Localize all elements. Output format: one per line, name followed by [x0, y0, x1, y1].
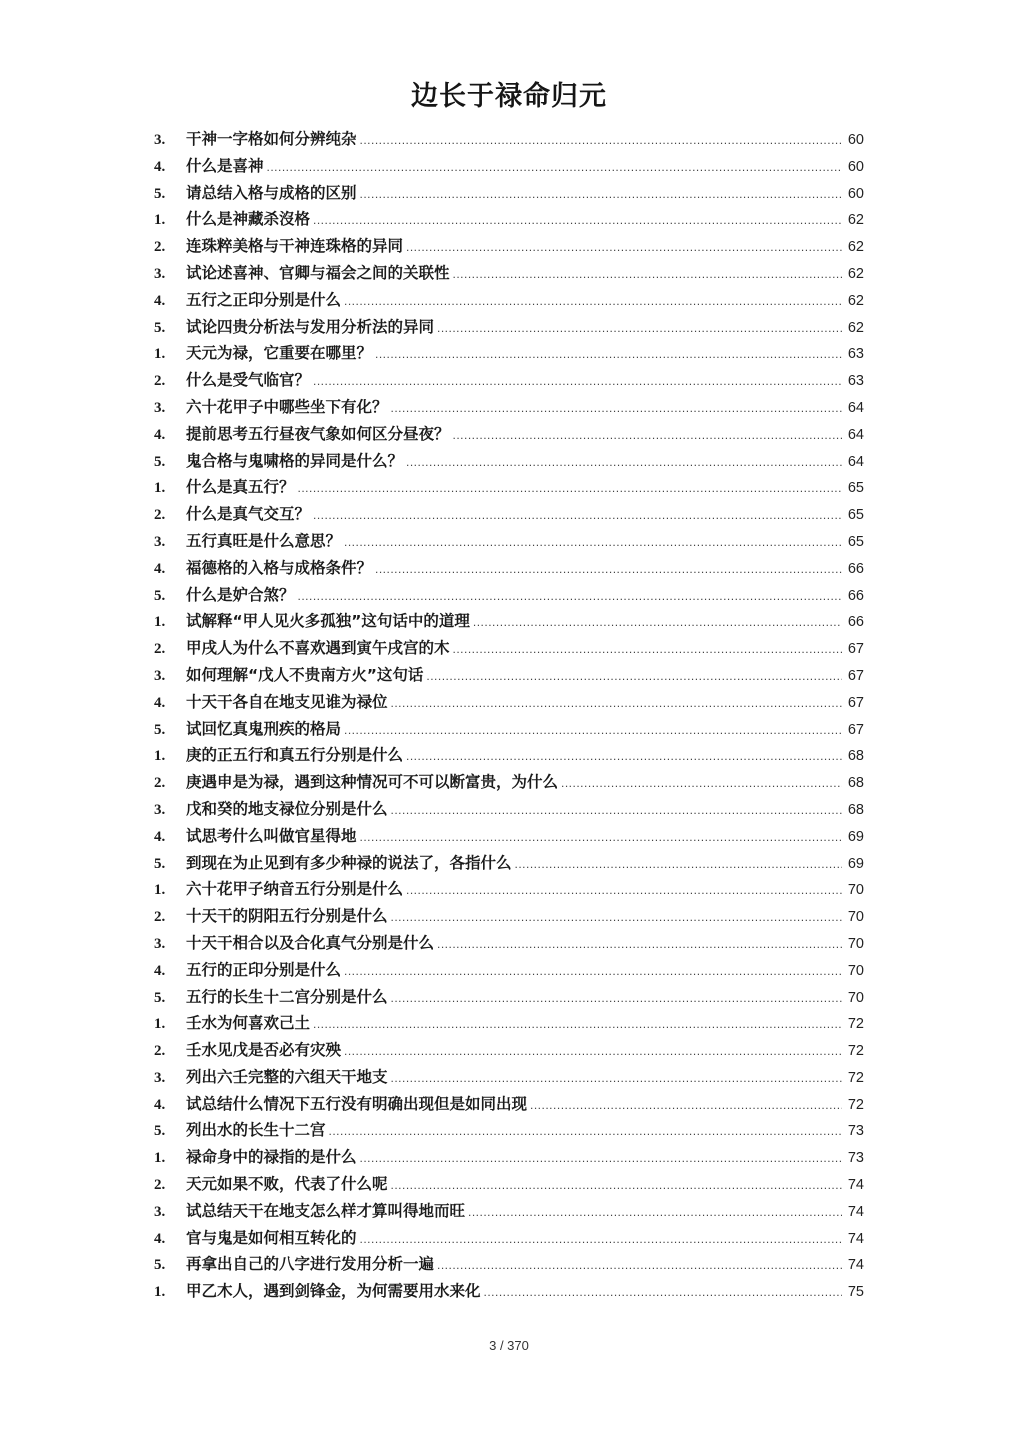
toc-entry-title: 试回忆真鬼刑疾的格局 [186, 719, 342, 738]
toc-dot-leader [391, 690, 842, 717]
toc-dot-leader [313, 1011, 842, 1038]
toc-entry-number: 4. [154, 962, 166, 979]
toc-dot-leader [561, 770, 842, 797]
toc-entry-page: 63 [847, 346, 864, 363]
toc-entry-number: 5. [154, 319, 166, 336]
toc-entry-number: 3. [154, 399, 166, 416]
toc-entry-title: 到现在为止见到有多少种禄的说法了，各指什么 [186, 853, 512, 872]
toc-entry-title: 五行的长生十二宫分别是什么 [186, 987, 388, 1006]
toc-entry-number: 4. [154, 1230, 166, 1247]
toc-entry-title: 五行真旺是什么意思？ [186, 531, 342, 550]
toc-entry-number: 2. [154, 1043, 166, 1060]
toc-entry[interactable] [154, 796, 864, 823]
toc-entry-title: 什么是受气临官？ [186, 371, 311, 390]
toc-entry[interactable] [154, 742, 864, 769]
toc-entry-number: 2. [154, 239, 166, 256]
toc-entry-page: 62 [847, 292, 864, 309]
toc-dot-leader [406, 743, 842, 770]
toc-entry-title: 如何理解“戊人不贵南方火”这句话 [186, 665, 424, 684]
toc-entry-title: 什么是神藏杀沒格 [186, 210, 311, 229]
toc-entry[interactable] [154, 474, 864, 501]
toc-entry-number: 4. [154, 1096, 166, 1113]
toc-entry-page: 70 [847, 882, 864, 899]
toc-entry[interactable] [154, 126, 864, 153]
toc-dot-leader [484, 1279, 842, 1306]
toc-entry-number: 4. [154, 158, 166, 175]
toc-entry-page: 74 [847, 1203, 864, 1220]
toc-entry-title: 试论述喜神、官卿与福会之间的关联性 [186, 263, 450, 282]
toc-dot-leader [391, 904, 842, 931]
toc-entry[interactable] [154, 1144, 864, 1171]
toc-entry-number: 3. [154, 801, 166, 818]
toc-dot-leader [406, 877, 842, 904]
toc-entry-page: 62 [847, 212, 864, 229]
toc-dot-leader [360, 181, 842, 208]
toc-entry-title: 试总结天干在地支怎么样才算叫得地而旺 [186, 1201, 466, 1220]
toc-entry-number: 1. [154, 1150, 166, 1167]
toc-entry-title: 试总结什么情况下五行没有明确出现但是如同出现 [186, 1094, 528, 1113]
toc-dot-leader [530, 1092, 842, 1119]
toc-entry-page: 72 [847, 1096, 864, 1113]
toc-entry-number: 3. [154, 1069, 166, 1086]
toc-dot-leader [360, 824, 842, 851]
toc-dot-leader [453, 636, 842, 663]
toc-entry-number: 4. [154, 694, 166, 711]
toc-entry-number: 1. [154, 614, 166, 631]
toc-entry-page: 74 [847, 1257, 864, 1274]
toc-entry-page: 73 [847, 1150, 864, 1167]
toc-entry-title: 试思考什么叫做官星得地 [186, 826, 357, 845]
toc-entry-title: 提前思考五行昼夜气象如何区分昼夜？ [186, 424, 450, 443]
toc-entry-page: 68 [847, 801, 864, 818]
toc-entry-page: 75 [847, 1284, 864, 1301]
toc-entry-number: 5. [154, 453, 166, 470]
toc-entry-page: 68 [847, 748, 864, 765]
toc-entry-number: 2. [154, 373, 166, 390]
toc-entry[interactable] [154, 689, 864, 716]
toc-entry-title: 天元如果不败，代表了什么呢 [186, 1175, 388, 1194]
toc-entry-page: 63 [847, 373, 864, 390]
toc-entry[interactable] [154, 957, 864, 984]
toc-entry-page: 67 [847, 694, 864, 711]
toc-dot-leader [267, 154, 842, 181]
toc-dot-leader [391, 395, 842, 422]
toc-dot-leader [344, 1038, 842, 1065]
toc-entry-page: 72 [847, 1043, 864, 1060]
toc-dot-leader [360, 127, 842, 154]
toc-entry[interactable] [154, 984, 864, 1011]
toc-entry-title: 列出六壬完整的六组天干地支 [186, 1067, 388, 1086]
toc-entry-number: 4. [154, 292, 166, 309]
toc-entry[interactable] [154, 823, 864, 850]
toc-entry-title: 戊和癸的地支禄位分别是什么 [186, 799, 388, 818]
toc-entry-page: 74 [847, 1230, 864, 1247]
toc-entry-number: 4. [154, 560, 166, 577]
toc-entry-title: 鬼合格与鬼啸格的异同是什么？ [186, 451, 404, 470]
toc-entry-number: 2. [154, 1177, 166, 1194]
toc-entry-page: 60 [847, 185, 864, 202]
toc-entry-title: 福德格的入格与成格条件？ [186, 558, 373, 577]
toc-dot-leader [453, 261, 842, 288]
toc-entry-page: 72 [847, 1069, 864, 1086]
toc-entry-title: 试论四贵分析法与发用分析法的异同 [186, 317, 435, 336]
toc-entry[interactable] [154, 314, 864, 341]
toc-entry[interactable] [154, 206, 864, 233]
toc-dot-leader [468, 1199, 842, 1226]
toc-entry-page: 64 [847, 399, 864, 416]
toc-entry-number: 4. [154, 828, 166, 845]
toc-entry-page: 67 [847, 667, 864, 684]
toc-entry-number: 3. [154, 265, 166, 282]
toc-entry-page: 69 [847, 828, 864, 845]
toc-entry-title: 什么是妒合煞？ [186, 585, 295, 604]
toc-entry[interactable] [154, 716, 864, 743]
toc-entry-title: 五行的正印分别是什么 [186, 960, 342, 979]
toc-entry[interactable] [154, 233, 864, 260]
toc-dot-leader [313, 207, 842, 234]
toc-entry-title: 壬水为何喜欢己土 [186, 1014, 311, 1033]
toc-entry-page: 72 [847, 1016, 864, 1033]
toc-entry-title: 什么是喜神 [186, 156, 264, 175]
toc-dot-leader [406, 234, 842, 261]
toc-dot-leader [391, 1065, 842, 1092]
toc-entry[interactable] [154, 930, 864, 957]
toc-entry-number: 1. [154, 1016, 166, 1033]
toc-dot-leader [453, 422, 842, 449]
toc-entry-page: 62 [847, 265, 864, 282]
page-title: 边长于禄命归元 [411, 81, 607, 112]
toc-entry-number: 5. [154, 587, 166, 604]
toc-entry-page: 66 [847, 614, 864, 631]
toc-entry[interactable] [154, 421, 864, 448]
toc-entry[interactable] [154, 608, 864, 635]
toc-entry-title: 甲戌人为什么不喜欢遇到寅午戌宫的木 [186, 639, 450, 658]
toc-entry-page: 64 [847, 453, 864, 470]
toc-entry-title: 庚遇申是为禄，遇到这种情况可不可以断富贵，为什么 [186, 773, 559, 792]
toc-dot-leader [313, 368, 842, 395]
toc-entry-title: 官与鬼是如何相互转化的 [186, 1228, 357, 1247]
toc-entry[interactable] [154, 1198, 864, 1225]
toc-entry[interactable] [154, 903, 864, 930]
toc-entry[interactable] [154, 555, 864, 582]
toc-dot-leader [391, 797, 842, 824]
page-number-footer: 3 / 370 [489, 1338, 529, 1353]
toc-dot-leader [344, 529, 842, 556]
toc-entry-title: 禄命身中的禄指的是什么 [186, 1148, 357, 1167]
toc-entry[interactable] [154, 1117, 864, 1144]
toc-entry-page: 60 [847, 132, 864, 148]
toc-entry[interactable] [154, 1251, 864, 1278]
toc-dot-leader [344, 958, 842, 985]
toc-dot-leader [344, 288, 842, 315]
toc-entry[interactable] [154, 1278, 864, 1305]
toc-entry-title: 壬水见戊是否必有灾殃 [186, 1041, 342, 1060]
toc-entry-number: 5. [154, 185, 166, 202]
toc-entry[interactable] [154, 260, 864, 287]
toc-entry-number: 5. [154, 989, 166, 1006]
toc-entry-page: 66 [847, 587, 864, 604]
toc-entry-number: 1. [154, 346, 166, 363]
toc-entry[interactable] [154, 153, 864, 180]
toc-entry-title: 什么是真五行？ [186, 478, 295, 497]
toc-entry-title: 请总结入格与成格的区别 [186, 183, 357, 202]
toc-entry-title: 干神一字格如何分辨纯杂 [186, 130, 357, 148]
toc-entry-title: 六十花甲子中哪些坐下有化？ [186, 397, 388, 416]
toc-entry-title: 试解释“甲人见火多孤独”这句话中的道理 [186, 612, 470, 631]
toc-entry-title: 天元为禄，它重要在哪里？ [186, 344, 373, 363]
toc-entry[interactable] [154, 501, 864, 528]
toc-dot-leader [344, 717, 842, 744]
toc-entry-number: 1. [154, 882, 166, 899]
toc-entry-number: 2. [154, 775, 166, 792]
toc-entry-number: 1. [154, 1284, 166, 1301]
toc-entry-number: 4. [154, 426, 166, 443]
toc-dot-leader [298, 583, 842, 610]
toc-dot-leader [391, 985, 842, 1012]
toc-entry[interactable] [154, 367, 864, 394]
toc-entry-title: 十天干各自在地支见谁为禄位 [186, 692, 388, 711]
toc-entry-page: 70 [847, 962, 864, 979]
toc-entry-number: 1. [154, 748, 166, 765]
toc-dot-leader [426, 663, 842, 690]
toc-entry-number: 3. [154, 667, 166, 684]
toc-entry[interactable] [154, 876, 864, 903]
toc-entry-title: 六十花甲子纳音五行分别是什么 [186, 880, 404, 899]
toc-entry-number: 3. [154, 935, 166, 952]
toc-entry-title: 连珠粹美格与干神连珠格的异同 [186, 237, 404, 256]
toc-entry-page: 62 [847, 319, 864, 336]
toc-entry-title: 什么是真气交互？ [186, 505, 311, 524]
toc-entry-number: 2. [154, 641, 166, 658]
toc-dot-leader [391, 1172, 842, 1199]
toc-entry-page: 65 [847, 480, 864, 497]
toc-entry-page: 62 [847, 239, 864, 256]
toc-entry-page: 64 [847, 426, 864, 443]
toc-entry[interactable] [154, 1010, 864, 1037]
toc-entry[interactable] [154, 635, 864, 662]
toc-entry-title: 甲乙木人，遇到剑锋金，为何需要用水来化 [186, 1282, 481, 1301]
toc-entry-number: 5. [154, 1123, 166, 1140]
toc-entry[interactable] [154, 1171, 864, 1198]
toc-entry-page: 67 [847, 641, 864, 658]
toc-entry-number: 5. [154, 721, 166, 738]
toc-entry[interactable] [154, 448, 864, 475]
toc-entry-title: 再拿出自己的八字进行发用分析一遍 [186, 1255, 435, 1274]
toc-entry[interactable] [154, 850, 864, 877]
toc-entry-number: 3. [154, 132, 166, 148]
toc-dot-leader [437, 1252, 842, 1279]
toc-entry-title: 十天干相合以及合化真气分别是什么 [186, 933, 435, 952]
toc-entry-page: 73 [847, 1123, 864, 1140]
toc-dot-leader [375, 556, 842, 583]
toc-dot-leader [437, 315, 842, 342]
toc-entry-page: 65 [847, 533, 864, 550]
toc-dot-leader [375, 341, 842, 368]
toc-entry-page: 65 [847, 507, 864, 524]
toc-dot-leader [473, 609, 842, 636]
toc-dot-leader [360, 1145, 842, 1172]
toc-entry-page: 67 [847, 721, 864, 738]
toc-entry-page: 69 [847, 855, 864, 872]
toc-entry[interactable] [154, 1064, 864, 1091]
toc-entry[interactable] [154, 662, 864, 689]
toc-entry-page: 68 [847, 775, 864, 792]
toc-entry[interactable] [154, 1037, 864, 1064]
toc-entry[interactable] [154, 769, 864, 796]
toc-entry[interactable] [154, 180, 864, 207]
toc-dot-leader [515, 851, 842, 878]
toc-entry-number: 2. [154, 909, 166, 926]
toc-dot-leader [329, 1118, 842, 1145]
toc-dot-leader [406, 449, 842, 476]
toc-dot-leader [360, 1226, 842, 1253]
toc-entry-title: 列出水的长生十二宫 [186, 1121, 326, 1140]
toc-entry-page: 66 [847, 560, 864, 577]
toc-dot-leader [298, 475, 842, 502]
toc-entry[interactable] [154, 340, 864, 367]
toc-entry-page: 70 [847, 989, 864, 1006]
toc-entry-title: 庚的正五行和真五行分别是什么 [186, 746, 404, 765]
toc-dot-leader [313, 502, 842, 529]
toc-entry[interactable] [154, 394, 864, 421]
toc-entry-title: 五行之正印分别是什么 [186, 290, 342, 309]
toc-entry-number: 1. [154, 212, 166, 229]
toc-entry-number: 3. [154, 533, 166, 550]
toc-entry[interactable] [154, 287, 864, 314]
toc-entry-number: 5. [154, 1257, 166, 1274]
toc-entry[interactable] [154, 528, 864, 555]
table-of-contents [154, 126, 864, 1305]
toc-entry-title: 十天干的阴阳五行分别是什么 [186, 907, 388, 926]
toc-entry[interactable] [154, 1225, 864, 1252]
toc-entry[interactable] [154, 1091, 864, 1118]
toc-entry[interactable] [154, 582, 864, 609]
toc-entry-number: 1. [154, 480, 166, 497]
toc-entry-page: 74 [847, 1177, 864, 1194]
toc-entry-page: 70 [847, 935, 864, 952]
toc-entry-page: 60 [847, 158, 864, 175]
toc-entry-number: 2. [154, 507, 166, 524]
toc-entry-number: 5. [154, 855, 166, 872]
toc-entry-number: 3. [154, 1203, 166, 1220]
toc-dot-leader [437, 931, 842, 958]
toc-entry-page: 70 [847, 909, 864, 926]
